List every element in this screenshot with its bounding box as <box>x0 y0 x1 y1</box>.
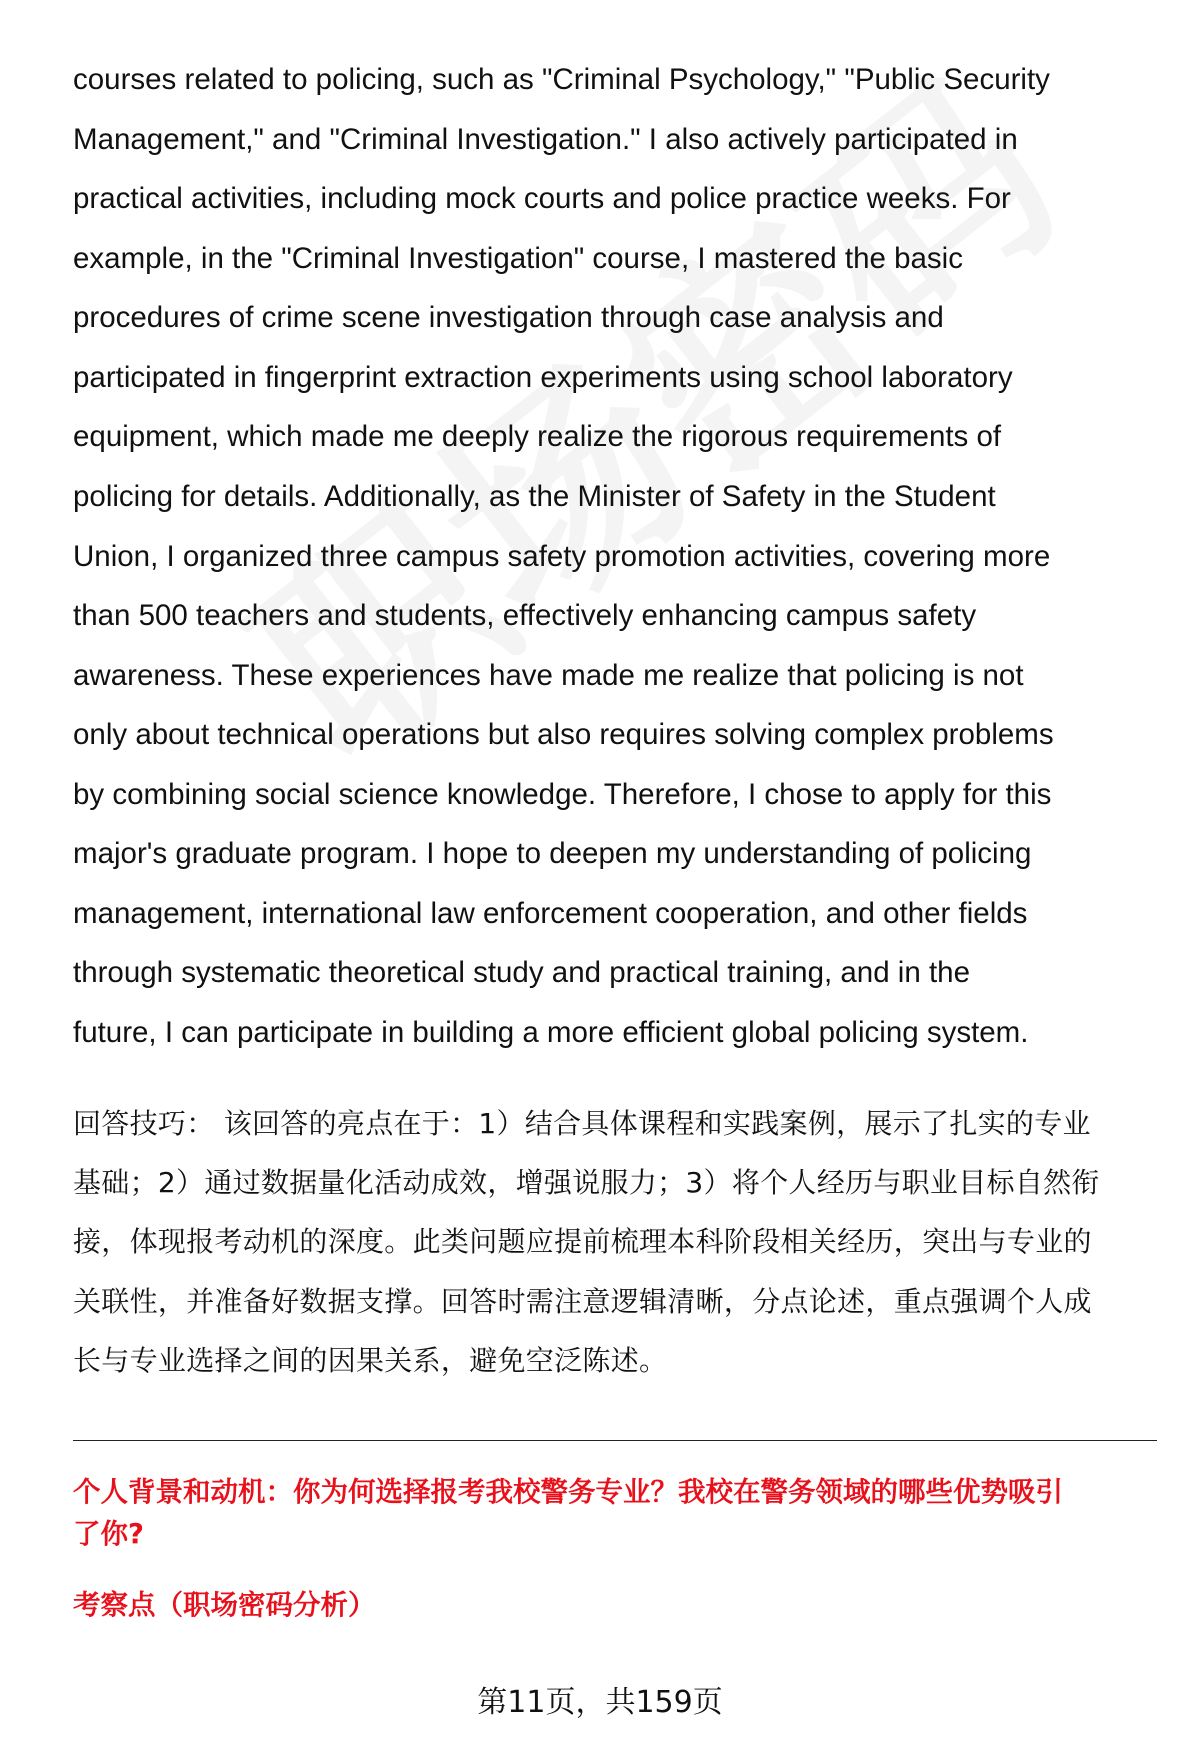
section-label: 考察点（职场密码分析） <box>73 1589 376 1621</box>
tips-line: 接，体现报考动机的深度。此类问题应提前梳理本科阶段相关经历，突出与专业的 <box>73 1225 1092 1258</box>
answer-line: participated in fingerprint extraction experiments using school laboratory <box>73 361 1013 394</box>
answer-line: procedures of crime scene investigation through case analysis and <box>73 301 944 334</box>
answer-line: major's graduate program. I hope to deepen my understanding of policing <box>73 837 1032 870</box>
answer-line: Union, I organized three campus safety promotion activities, covering more <box>73 540 1051 573</box>
answer-line: than 500 teachers and students, effectively enhancing campus safety <box>73 599 977 632</box>
question-heading: 个人背景和动机：你为何选择报考我校警务专业？我校在警务领域的哪些优势吸引 <box>73 1476 1063 1508</box>
answer-line: only about technical operations but also requires solving complex problems <box>73 718 1054 751</box>
question-heading: 了你? <box>73 1518 144 1550</box>
answer-line: practical activities, including mock courts and police practice weeks. For <box>73 182 1011 215</box>
answer-line: Management," and "Criminal Investigation." I also actively participated in <box>73 123 1018 156</box>
answer-line: management, international law enforcement cooperation, and other fields <box>73 897 1028 930</box>
answer-line: example, in the "Criminal Investigation" course, I mastered the basic <box>73 242 963 275</box>
tips-line: 关联性，并准备好数据支撑。回答时需注意逻辑清晰，分点论述，重点强调个人成 <box>73 1285 1092 1318</box>
answer-line: policing for details. Additionally, as the Minister of Safety in the Student <box>73 480 996 513</box>
tips-line: 基础；2）通过数据量化活动成效，增强说服力；3）将个人经历与职业目标自然衔 <box>73 1166 1100 1199</box>
answer-line: through systematic theoretical study and practical training, and in the <box>73 956 970 989</box>
tips-line: 回答技巧： 该回答的亮点在于：1）结合具体课程和实践案例，展示了扎实的专业 <box>73 1107 1091 1140</box>
answer-line: courses related to policing, such as "Criminal Psychology," "Public Security <box>73 63 1050 96</box>
answer-line: future, I can participate in building a more efficient global policing system. <box>73 1016 1029 1049</box>
answer-line: equipment, which made me deeply realize the rigorous requirements of <box>73 420 1002 453</box>
answer-line: by combining social science knowledge. Therefore, I chose to apply for this <box>73 778 1052 811</box>
section-divider <box>73 1440 1157 1441</box>
page-number: 第11页，共159页 <box>477 1685 723 1720</box>
tips-line: 长与专业选择之间的因果关系，避免空泛陈述。 <box>73 1344 668 1377</box>
answer-line: awareness. These experiences have made me realize that policing is not <box>73 659 1024 692</box>
